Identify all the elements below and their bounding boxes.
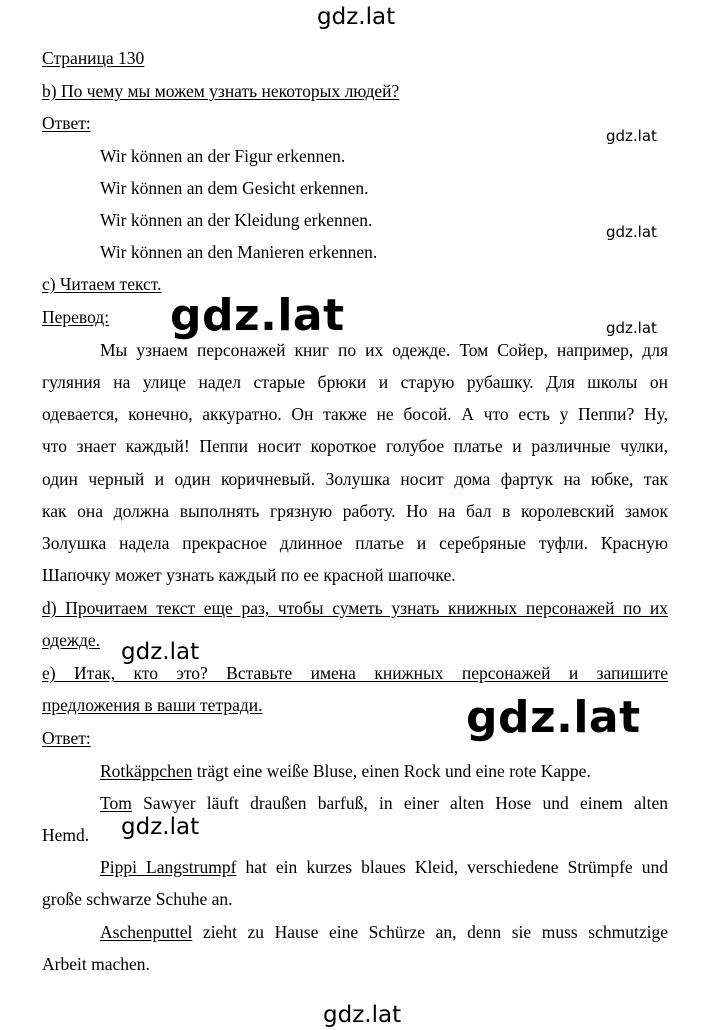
watermark-top: gdz.lat bbox=[317, 4, 396, 30]
task-b-answer-2: Wir können an dem Gesicht erkennen. bbox=[100, 178, 369, 198]
task-b-question: b) По чему мы можем узнать некоторых людей? bbox=[42, 81, 400, 101]
translation-line-3: одевается, конечно, аккуратно. Он также не босой. А что есть у Пеппи? Ну, bbox=[42, 404, 668, 424]
watermark-right-3: gdz.lat bbox=[606, 319, 657, 337]
character-name-pippi: Pippi Langstrumpf bbox=[100, 857, 237, 877]
task-b-answer-label: Ответ: bbox=[42, 113, 91, 133]
translation-line-2: гуляния на улице надел старые брюки и старую рубашку. Для школы он bbox=[42, 372, 668, 392]
character-name-rotkaeppchen: Rotkäppchen bbox=[100, 761, 193, 781]
answer-sentence-1-text: trägt eine weiße Bluse, einen Rock und eine rote Kappe. bbox=[192, 761, 591, 781]
translation-line-5: один черный и один коричневый. Золушка носит дома фартук на юбке, так bbox=[42, 469, 668, 489]
answer-sentence-1 bbox=[100, 760, 591, 782]
answer-sentence-4-line-2: Arbeit machen. bbox=[42, 954, 150, 974]
translation-line-6: как она должна выполнять грязную работу. Но на бал в королевский замок bbox=[42, 501, 668, 521]
task-c-translation-label: Перевод: bbox=[42, 307, 110, 327]
task-b-answer-3: Wir können an der Kleidung erkennen. bbox=[100, 210, 373, 230]
page-label: Страница 130 bbox=[42, 48, 145, 68]
translation-line-8: Шапочку может узнать каждый по ее красной шапочке. bbox=[42, 565, 456, 585]
answer-sentence-2 bbox=[100, 792, 668, 814]
translation-line-1: Мы узнаем персонажей книг по их одежде. Том Сойер, например, для bbox=[100, 340, 668, 360]
task-e-line-2: предложения в ваши тетради. bbox=[42, 695, 263, 715]
task-d-line-1: d) Прочитаем текст еще раз, чтобы суметь узнать книжных персонажей по их bbox=[42, 598, 668, 618]
watermark-right-1: gdz.lat bbox=[606, 127, 657, 145]
character-name-aschenputtel: Aschenputtel bbox=[100, 922, 193, 942]
task-b-answer-1: Wir können an der Figur erkennen. bbox=[100, 146, 346, 166]
answer-sentence-2-line-2: Hemd. bbox=[42, 825, 90, 845]
answer-sentence-4-text: zieht zu Hause eine Schürze an, denn sie muss schmutzige bbox=[192, 922, 668, 942]
translation-line-4: что знает каждый! Пеппи носит короткое голубое платье и различные чулки, bbox=[42, 436, 668, 456]
answer-sentence-2-text: Sawyer läuft draußen barfuß, in einer alten Hose und einem alten bbox=[131, 793, 668, 813]
watermark-right-2: gdz.lat bbox=[606, 223, 657, 241]
character-name-tom: Tom bbox=[100, 793, 132, 813]
answer-sentence-3-line-2: große schwarze Schuhe an. bbox=[42, 889, 233, 909]
watermark-bottom: gdz.lat bbox=[323, 1002, 402, 1028]
translation-line-7: Золушка надела прекрасное длинное платье и серебряные туфли. Красную bbox=[42, 533, 668, 553]
task-e-answer-label: Ответ: bbox=[42, 728, 91, 748]
watermark-large-2: gdz.lat bbox=[466, 692, 641, 743]
task-d-line-2: одежде. bbox=[42, 630, 101, 650]
task-c-heading: c) Читаем текст. bbox=[42, 274, 162, 294]
task-b-answer-4: Wir können an den Manieren erkennen. bbox=[100, 242, 378, 262]
answer-sentence-3-text: hat ein kurzes blaues Kleid, verschiedene Strümpfe und bbox=[236, 857, 669, 877]
watermark-mid-left: gdz.lat bbox=[121, 639, 200, 665]
task-e-line-1: e) Итак, кто это? Вставьте имена книжных персонажей и запишите bbox=[42, 663, 668, 683]
watermark-lower-left: gdz.lat bbox=[121, 814, 200, 840]
answer-sentence-4 bbox=[100, 921, 668, 943]
watermark-large-1: gdz.lat bbox=[170, 290, 345, 341]
answer-sentence-3 bbox=[100, 856, 668, 878]
